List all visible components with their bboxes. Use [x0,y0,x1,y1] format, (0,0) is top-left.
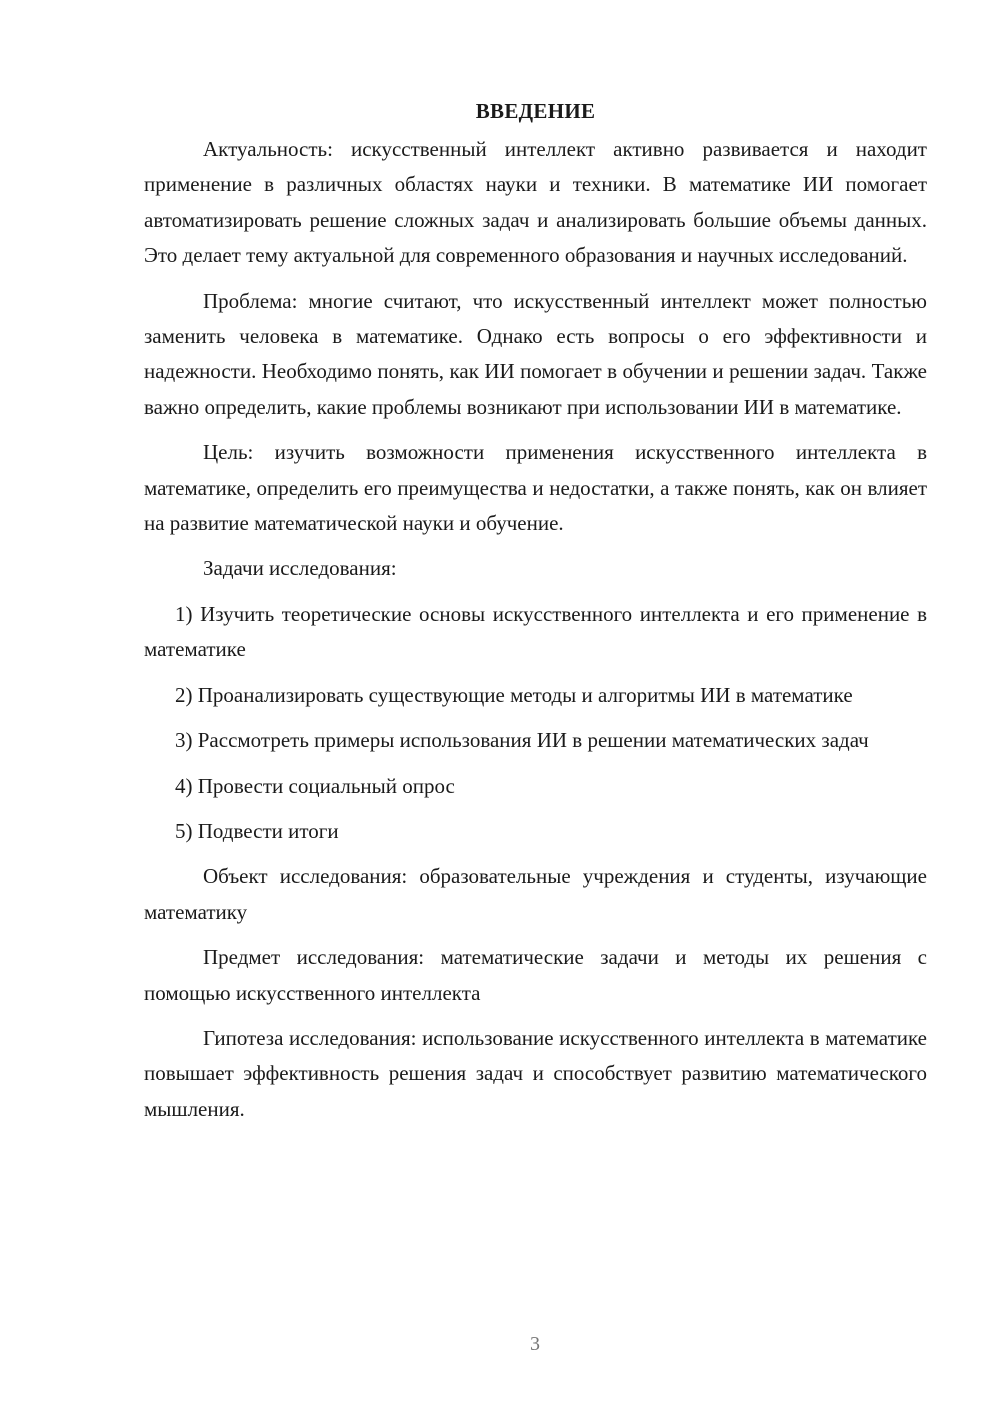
paragraph-subject: Предмет исследования: математические задачи и методы их решения с помощью искусственного интеллекта [144,945,927,1005]
document-page [144,96,927,1137]
task-item-2: 2) Проанализировать существующие методы и алгоритмы ИИ в математике [175,682,853,707]
paragraph-relevance: Актуальность: искусственный интеллект активно развивается и находит применение в различных областях науки и техники. В математике ИИ помогает автоматизировать решение сложных задач и анализировать большие объемы данных. Это делает тему актуальной для современного образования и научных исследований. [144,137,927,268]
paragraph-hypothesis: Гипотеза исследования: использование искусственного интеллекта в математике повышает эффективность решения задач и способствует развитию математического мышления. [144,1025,927,1121]
paragraph-problem: Проблема: многие считают, что искусственный интеллект может полностью заменить человека в математике. Однако есть вопросы о его эффективности и надежности. Необходимо понять, как ИИ помогает в обучении и решении задач. Также важно определить, какие проблемы возникают при использовании ИИ в математике. [144,288,927,419]
paragraph-tasks-heading: Задачи исследования: [203,556,397,581]
task-item-3: 3) Рассмотреть примеры использования ИИ в решении математических задач [175,728,869,753]
task-item-1: 1) Изучить теоретические основы искусственного интеллекта и его применение в математике [144,601,927,662]
task-item-5: 5) Подвести итоги [175,818,339,843]
page-number: 3 [530,1333,540,1355]
section-title: ВВЕДЕНИЕ [475,99,596,123]
paragraph-object: Объект исследования: образовательные учреждения и студенты, изучающие математику [144,864,927,924]
task-item-4: 4) Провести социальный опрос [175,773,455,798]
paragraph-goal: Цель: изучить возможности применения искусственного интеллекта в математике, определить его преимущества и недостатки, а также понять, как он влияет на развитие математической науки и обучение. [144,440,927,536]
